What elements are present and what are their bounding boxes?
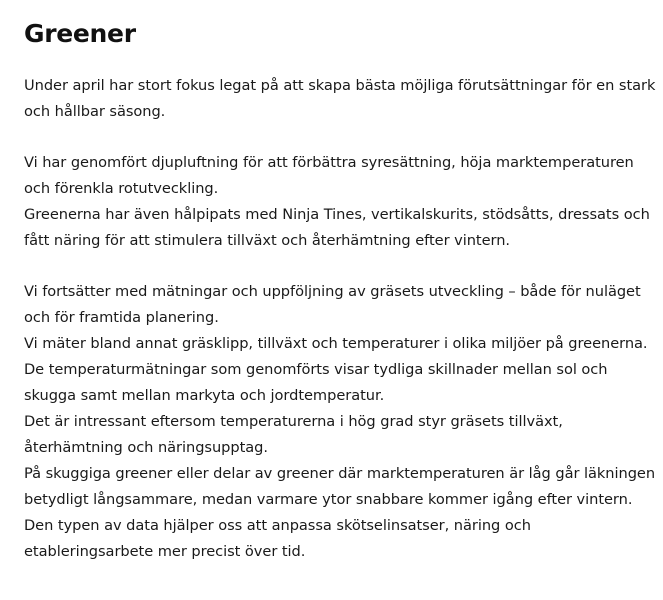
text-line: Vi har genomfört djupluftning för att förbättra syresättning, höja marktemperaturen (24, 154, 634, 171)
paragraph-intro (24, 73, 656, 125)
text-line: Det är intressant eftersom temperaturerna i hög grad styr gräsets tillväxt, (24, 413, 563, 430)
text-line: skugga samt mellan markyta och jordtemperatur. (24, 387, 385, 404)
text-line: etableringsarbete mer precist över tid. (24, 543, 306, 560)
text-line: betydligt långsammare, medan varmare ytor snabbare kommer igång efter vintern. (24, 491, 633, 508)
text-line: På skuggiga greener eller delar av greener där marktemperaturen är låg går läkningen (24, 465, 656, 482)
paragraph-maintenance (24, 150, 650, 254)
text-line: fått näring för att stimulera tillväxt och återhämtning efter vintern. (24, 232, 511, 249)
text-line: Den typen av data hjälper oss att anpassa skötselinsatser, näring och (24, 517, 531, 534)
page-title: Greener (24, 19, 136, 48)
text-line: De temperaturmätningar som genomförts visar tydliga skillnader mellan sol och (24, 361, 608, 378)
text-line: återhämtning och näringsupptag. (24, 439, 268, 456)
text-line: och hållbar säsong. (24, 103, 166, 120)
text-line: Vi fortsätter med mätningar och uppföljning av gräsets utveckling – både för nuläget (24, 283, 641, 300)
paragraph-measurements (24, 279, 656, 565)
text-line: och för framtida planering. (24, 309, 219, 326)
text-line: och förenkla rotutveckling. (24, 180, 219, 197)
text-line: Under april har stort fokus legat på att skapa bästa möjliga förutsättningar för en stark (24, 77, 656, 94)
text-line: Greenerna har även hålpipats med Ninja Tines, vertikalskurits, stödsåtts, dressats och (24, 206, 650, 223)
text-line: Vi mäter bland annat gräsklipp, tillväxt och temperaturer i olika miljöer på greenerna. (24, 335, 648, 352)
